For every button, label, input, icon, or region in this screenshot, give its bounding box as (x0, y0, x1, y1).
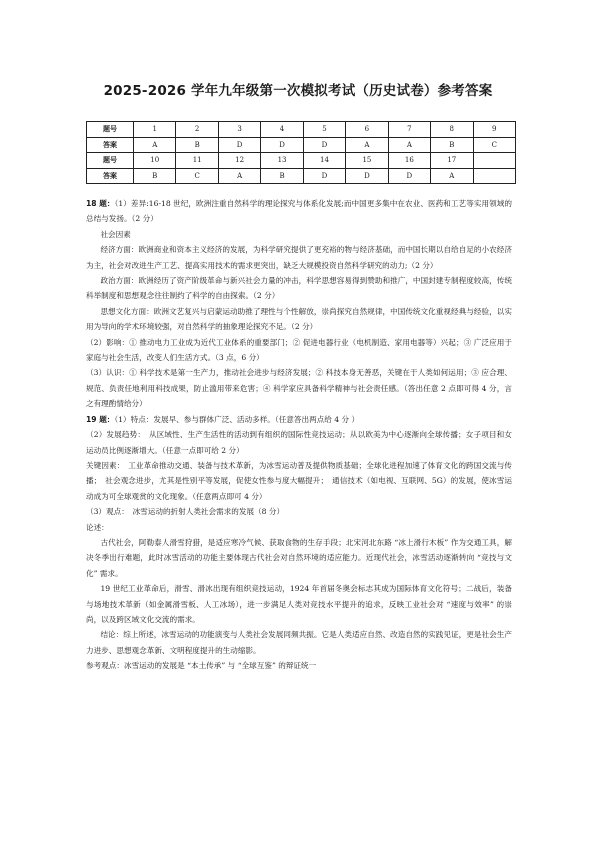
table-cell: A (431, 168, 473, 184)
table-header-cell: 答案 (87, 168, 134, 184)
table-cell: 8 (431, 122, 473, 138)
table-cell: 17 (431, 153, 473, 169)
table-cell: B (261, 168, 303, 184)
q18-p3: 经济方面：欧洲商业和资本主义经济的发展，为科学研究提供了更充裕的物与经济基础，而中国长期以自给自足的小农经济为主，社会对改进生产工艺、提高实用技术的需求更突出，缺乏大规模投资自然科学研究的动力;（2 分） (86, 245, 512, 270)
table-cell: C (176, 168, 218, 184)
table-cell: D (218, 137, 260, 153)
table-cell: B (431, 137, 473, 153)
q19-p4: （3）观点： 冰雪运动的折射人类社会需求的发展（8 分） (86, 507, 285, 517)
q19-p1: （1）特点：发展早、参与群体广泛、活动多样。（任意答出两点给 4 分 ） (114, 414, 360, 424)
table-cell: 16 (388, 153, 430, 169)
table-cell: D (303, 168, 345, 184)
table-header-cell: 题号 (87, 122, 134, 138)
q19-p3: 关键因素： 工业革命推动交通、装备与技术革新，为冰雪运动普及提供物质基础；全球化进程加速了体育文化的跨国交流与传播； 社会观念进步，尤其是性别平等发展，促使女性参与度大幅提升； 通信技术（如电视、互联网、5G）的发展，使冰雪运动成为可全球观赏的文化现象。（任意两点即可 4 分） (86, 460, 512, 501)
page-title: 2025-2026 学年九年级第一次模拟考试（历史试卷）参考答案 (103, 83, 493, 99)
q18-p4: 政治方面：欧洲经历了资产阶级革命与新兴社会力量的冲击，科学思想容易得到赞助和推广，中国封建专制程度较高，传统科举制度和思想观念往往制约了科学的自由探索。（2 分） (86, 276, 512, 301)
table-cell (473, 153, 516, 169)
q19-p5: 论述： (86, 522, 109, 532)
table-cell: 7 (388, 122, 430, 138)
table-cell: A (134, 137, 176, 153)
table-cell: 2 (176, 122, 218, 138)
q19-p9: 参考观点：冰雪运动的发展是 “本土传承” 与 “全球互鉴” 的辩证统一 (86, 661, 317, 671)
q19-p2: （2）发展趋势： 从区域性、生产生活性的活动到有组织的国际性竞技运动；从以欧美为中心逐渐向全球传播；女子项目和女运动员比例逐渐增大。（任意一点即可给 2 分） (86, 430, 512, 455)
table-cell: 13 (261, 153, 303, 169)
table-cell: D (303, 137, 345, 153)
table-cell: A (218, 168, 260, 184)
table-cell: 15 (346, 153, 388, 169)
q18-p7: （3）认识：① 科学技术是第一生产力，推动社会进步与经济发展；② 科技本身无善恶，关键在于人类如何运用；③ 应合理、规范、负责任地利用科技成果，防止滥用带来危害；④ 科学家应具备科学精神与社会责任感。（答出任意 2 点即可得 4 分，言之有理酌情给分） (86, 368, 512, 409)
table-row (87, 122, 516, 138)
table-cell: 6 (346, 122, 388, 138)
table-cell: D (388, 168, 430, 184)
table-cell (473, 168, 516, 184)
q18-label: 18 题： (86, 199, 115, 208)
answer-content (86, 196, 512, 674)
q18-p2: 社会因素 (100, 229, 131, 239)
table-row (87, 137, 516, 153)
table-cell: 14 (303, 153, 345, 169)
table-cell: D (346, 168, 388, 184)
q19-p7: 19 世纪工业革命后，滑雪、滑冰出现有组织竞技运动，1924 年首届冬奥会标志其成为国际体育文化符号；二战后，装备与场地技术革新（如金属滑雪板、人工冰场），进一步满足人类对竞技水平提升的追求，反映工业社会对 “速度与效率” 的崇尚，以及跨区域文化交流的需求。 (86, 584, 512, 624)
q19-p8: 结论：综上所述，冰雪运动的功能演变与人类社会发展同频共振。它是人类适应自然、改造自然的实践见证，更是社会生产力进步、思想观念革新、文明程度提升的生动缩影。 (86, 630, 512, 655)
q18-part1 (86, 196, 512, 227)
table-cell: 3 (218, 122, 260, 138)
q19-label: 19 题： (86, 414, 115, 424)
table-cell: B (134, 168, 176, 184)
table-cell: 12 (218, 153, 260, 169)
table-cell: 1 (134, 122, 176, 138)
q18-p1: （1）差异:16-18 世纪，欧洲注重自然科学的理论探究与体系化发展;而中国更多集中在农业、医药和工艺等实用领域的总结与发扬。（2 分） (86, 199, 513, 224)
table-cell: C (473, 137, 516, 153)
table-cell: 4 (261, 122, 303, 138)
q19-p6: 古代社会，阿勒泰人滑雪狩猎，是适应寒冷气候、获取食物的生存手段；北宋河北东路 “冰上滑行木板” 作为交通工具，解决冬季出行难题，此时冰雪活动的功能主要体现古代社会对自然环境的适应能力。近现代社会，冰雪活动逐渐转向 “竞技与文化” 需求。 (86, 537, 512, 578)
table-header-cell: 答案 (87, 137, 134, 153)
table-cell: B (176, 137, 218, 153)
table-cell: A (346, 137, 388, 153)
table-header-cell: 题号 (87, 153, 134, 169)
table-row (87, 153, 516, 169)
table-cell: D (261, 137, 303, 153)
table-cell: 5 (303, 122, 345, 138)
table-cell: 10 (134, 153, 176, 169)
table-cell: A (388, 137, 430, 153)
q18-p6: （2）影响：① 推动电力工业成为近代工业体系的重要部门；② 促进电器行业（电机制造、家用电器等）兴起；③ 广泛应用于家庭与社会生活，改变人们生活方式。（3 点，6 分） (86, 337, 512, 363)
table-row (87, 168, 516, 184)
answer-table (86, 121, 516, 184)
table-cell: 9 (473, 122, 516, 138)
q19-part1 (86, 412, 512, 427)
table-cell: 11 (176, 153, 218, 169)
q18-p5: 思想文化方面：欧洲文艺复兴与启蒙运动助推了理性与个性解放，崇尚探究自然规律，中国传统文化重视经典与经验，以实用为导向的学术环境较强，对自然科学的抽象理论探究不足。（2 分） (86, 306, 512, 332)
